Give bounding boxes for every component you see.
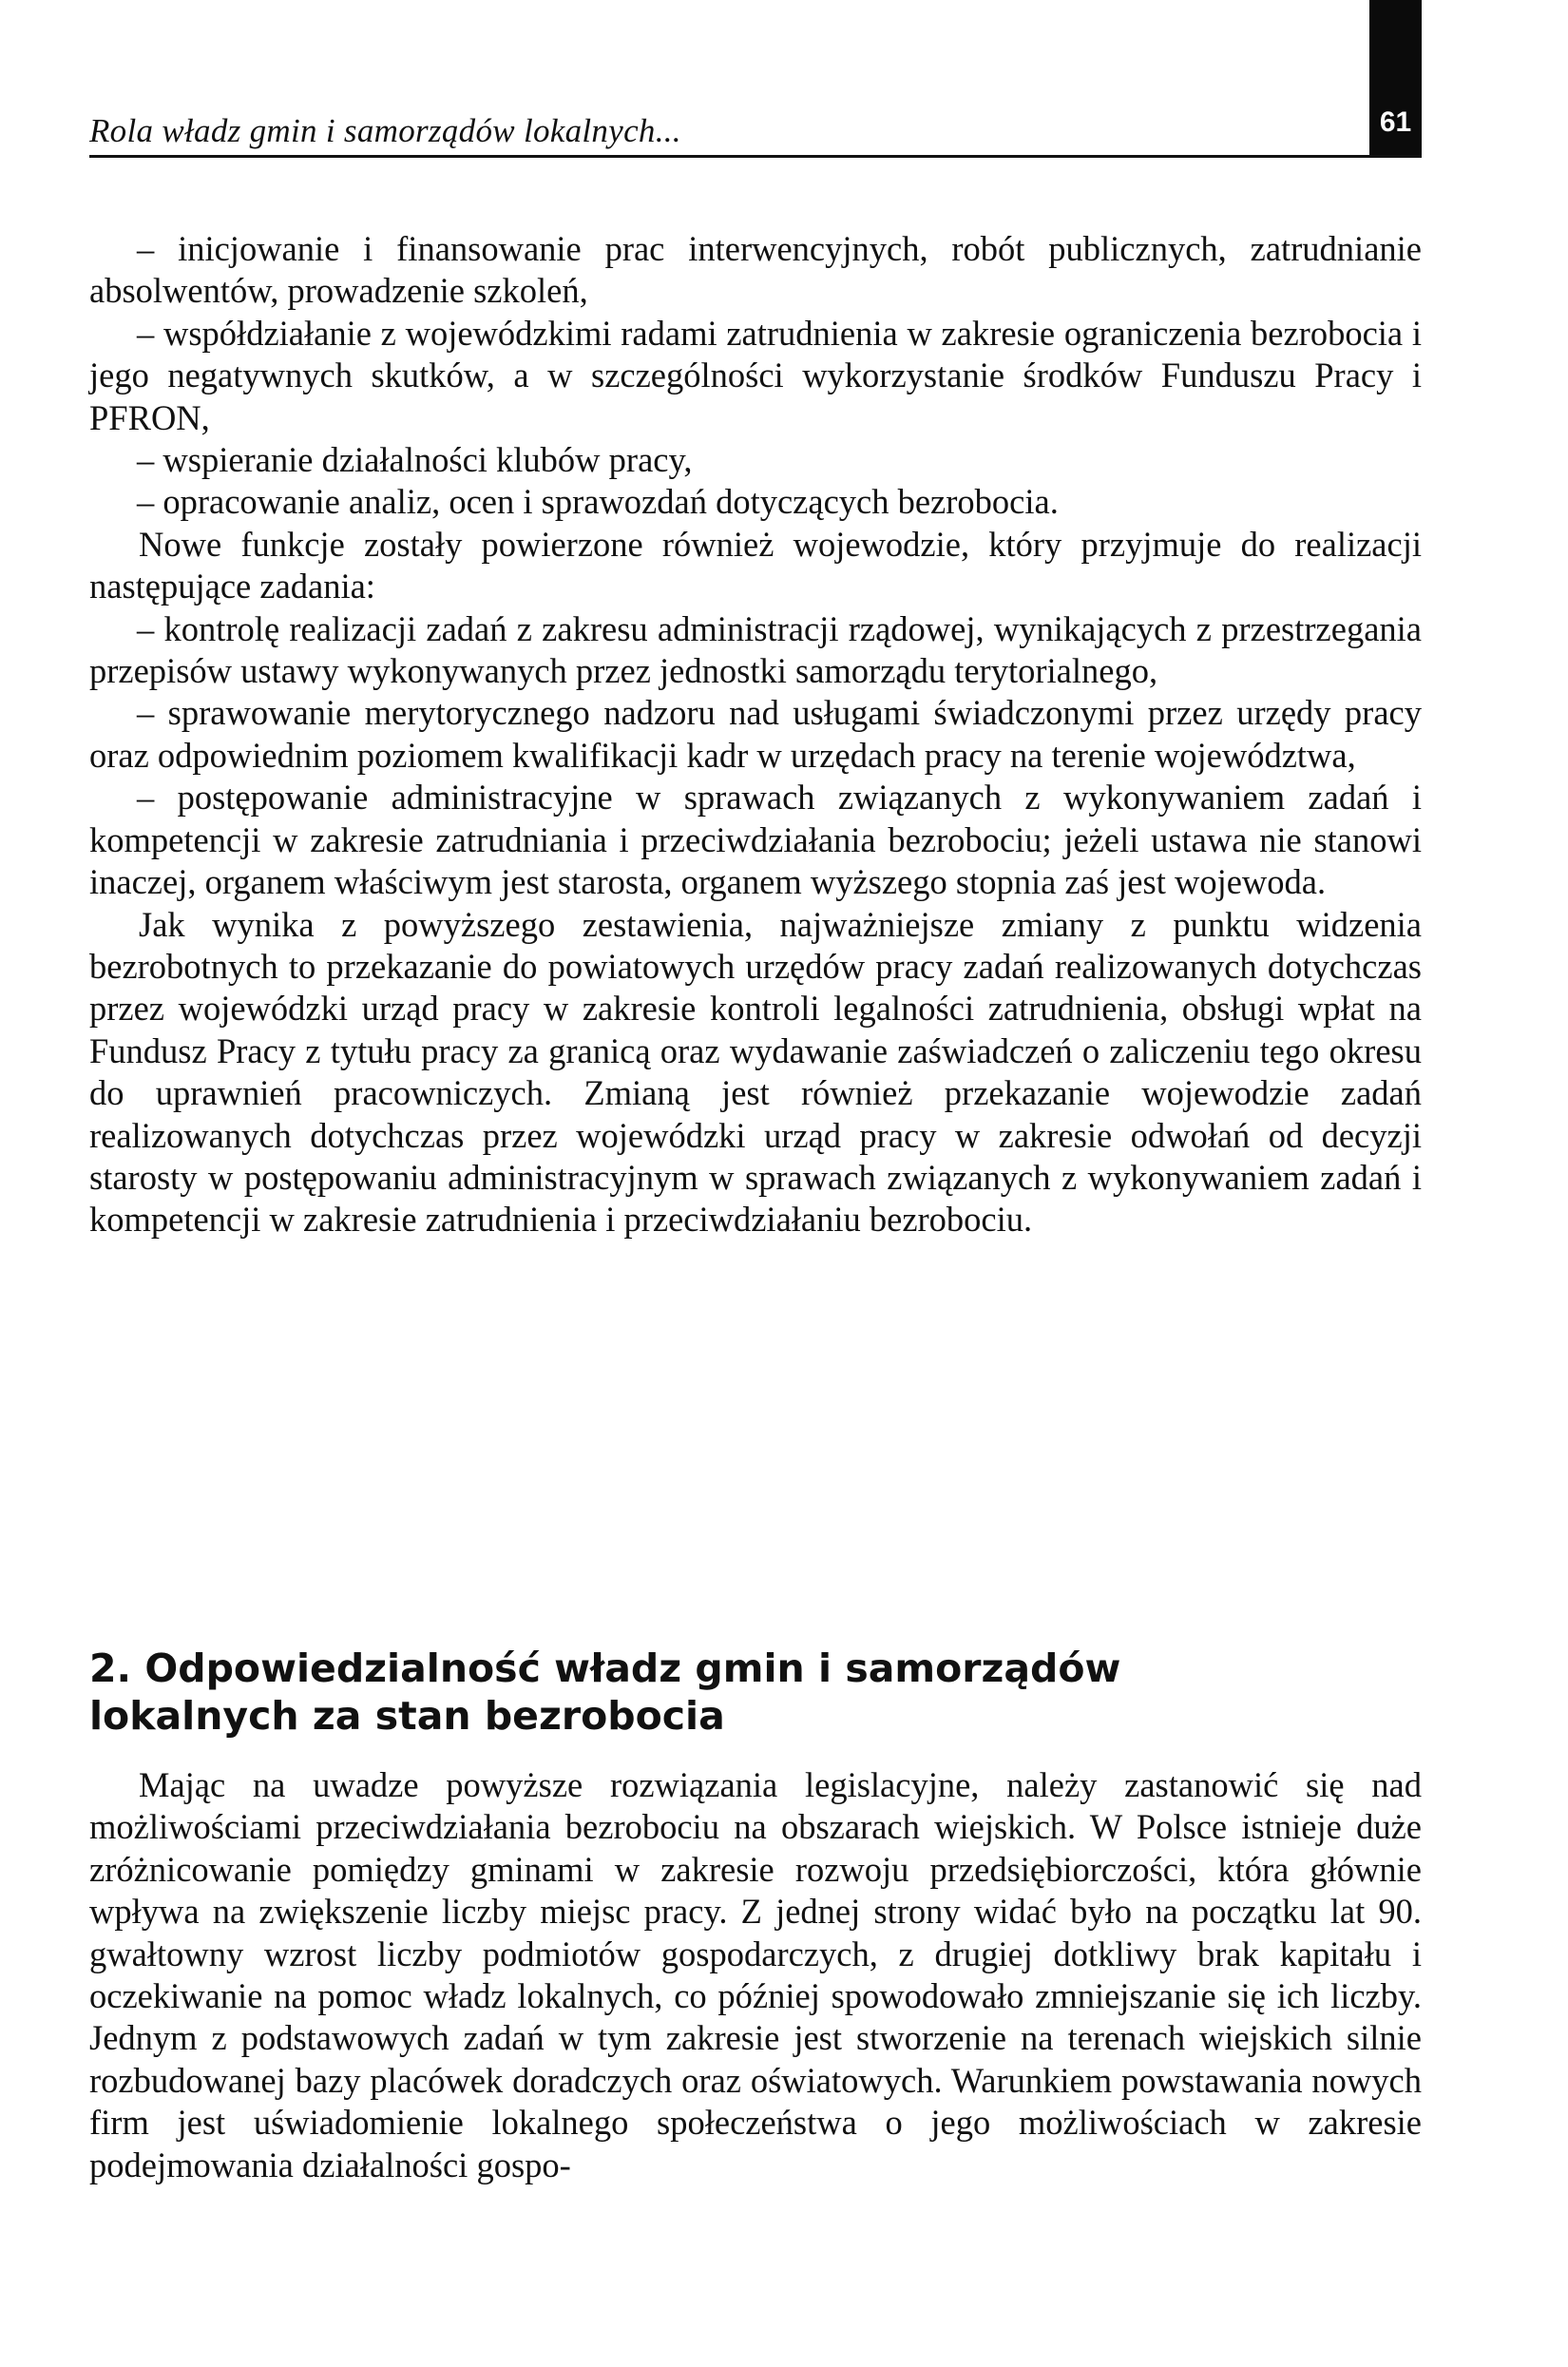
list-item: – sprawowanie merytorycznego nadzoru nad usługami świadczonymi przez urzędy pracy oraz odpowiednim poziomem kwalifikacji kadr w urzędach pracy na terenie województwa, (89, 693, 1422, 775)
page-number: 61 (1379, 106, 1412, 138)
body-text (89, 228, 1422, 1241)
running-head-title: Rola władz gmin i samorządów lokalnych... (89, 112, 681, 149)
list-item: – współdziałanie z wojewódzkimi radami zatrudnienia w zakresie ograniczenia bezrobocia i jego negatywnych skutków, a w szczególności wykorzystanie środków Funduszu Pracy i PFRON, (89, 313, 1422, 437)
paragraph: Jak wynika z powyższego zestawienia, najważniejsze zmiany z punktu widzenia bezrobotnych to przekazanie do powiatowych urzędów pracy zadań realizowanych dotychczas przez wojewódzki urząd pracy w zakresie kontroli legalności zatrudnienia, obsługi wpłat na Fundusz Pracy z tytułu pracy za granicą oraz wydawanie zaświadczeń o zaliczeniu tego okresu do uprawnień pracowniczych. Zmianą jest również przekazanie wojewodzie zadań realizowanych dotychczas przez wojewódzki urząd pracy w zakresie odwołań od decyzji starosty w postępowaniu administracyjnym w sprawach związanych z wykonywaniem zadań i kompetencji w zakresie zatrudnienia i przeciwdziałaniu bezrobociu. (89, 904, 1422, 1240)
list-item: – postępowanie administracyjne w sprawach związanych z wykonywaniem zadań i kompetencji w zakresie zatrudniania i przeciwdziałania bezrobociu; jeżeli ustawa nie stanowi inaczej, organem właściwym jest starosta, organem wyższego stopnia zaś jest wojewoda. (89, 778, 1422, 902)
list-item: – kontrolę realizacji zadań z zakresu administracji rządowej, wynikających z przestrzegania przepisów ustawy wykonywanych przez jednostki samorządu terytorialnego, (89, 608, 1422, 691)
list-item: – inicjowanie i finansowanie prac interwencyjnych, robót publicznych, zatrudnianie absolwentów, prowadzenie szkoleń, (89, 229, 1422, 311)
section-body-text (89, 1764, 1422, 2186)
header-rule (89, 155, 1422, 158)
paragraph: Nowe funkcje zostały powierzone również wojewodzie, który przyjmuje do realizacji następujące zadania: (89, 524, 1422, 606)
list-item: – opracowanie analiz, ocen i sprawozdań dotyczących bezrobocia. (137, 482, 1059, 522)
list-item: – wspieranie działalności klubów pracy, (137, 440, 693, 480)
paragraph: Mając na uwadze powyższe rozwiązania legislacyjne, należy zastanowić się nad możliwościami przeciwdziałania bezrobociu na obszarach wiejskich. W Polsce istnieje duże zróżnicowanie pomiędzy gminami w zakresie rozwoju przedsiębiorczości, która głównie wpływa na zwiększenie liczby miejsc pracy. Z jednej strony widać było na początku lat 90. gwałtowny wzrost liczby podmiotów gospodarczych, z drugiej dotkliwy brak kapitału i oczekiwanie na pomoc władz lokalnych, co później spowodowało zmniejszanie się ich liczby. Jednym z podstawowych zadań w tym zakresie jest stworzenie na terenach wiejskich silnie rozbudowanej bazy placówek doradczych oraz oświatowych. Warunkiem powstawania nowych firm jest uświadomienie lokalnego społeczeństwa o jego możliwościach w zakresie podejmowania działalności gospo- (89, 1765, 1422, 2184)
section-heading: 2. Odpowiedzialność władz gmin i samorządów lokalnych za stan bezrobocia (89, 1645, 1121, 1739)
